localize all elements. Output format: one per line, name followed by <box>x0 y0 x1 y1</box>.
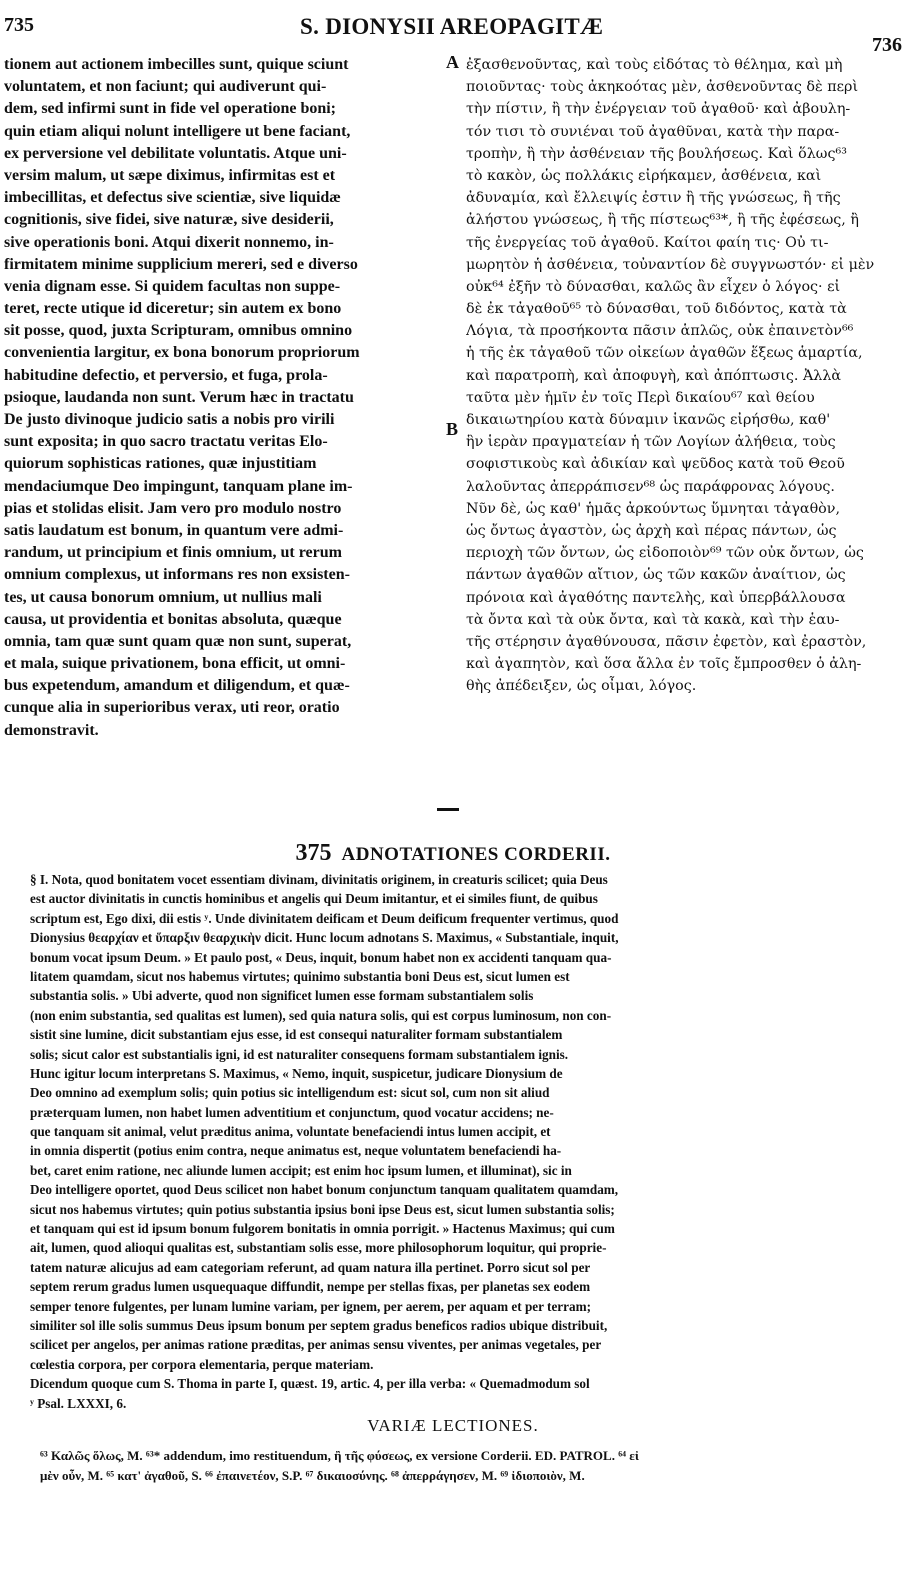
greek-text-line: περιοχὴ τῶν ὄντων, ὡς εἰδοποιὸν⁶⁹ τῶν οὐκ ὄντων, ὡς <box>466 545 864 562</box>
greek-text-line: πρόνοια καὶ ἀγαθότης παντελὴς, καὶ ὑπερβάλλουσα <box>466 589 846 606</box>
greek-text-line: ἀλήστου γνώσεως, ἢ τῆς πίστεως⁶³*, ἢ τῆς ἐφέσεως, ἢ <box>466 212 859 229</box>
annotation-line: et tanquam qui est id ipsum bonum fulgorem bonitatis in omnia porrigit. » Hactenus Maximus; qui cum <box>30 1221 615 1237</box>
annotation-line: sistit sine lumine, dicit substantiam ejus esse, id est consequi naturaliter formam substantialem <box>30 1027 563 1043</box>
latin-text-line: cognitionis, sive fidei, sive naturæ, sive desiderii, <box>4 211 334 229</box>
latin-text-line: habitudine defectio, et perversio, et fuga, prola- <box>4 366 328 384</box>
latin-text-line: versim malum, ut sæpe diximus, infirmitas est et <box>4 166 336 184</box>
notes-heading-title: ADNOTATIONES CORDERII. <box>341 844 611 865</box>
greek-text-line: δὲ ἐκ τἀγαθοῦ⁶⁵ τὸ δύνασθαι, τοῦ διδόντος, κατὰ τὰ <box>466 301 847 318</box>
annotation-line: in omnia dispertit (potius enim contra, neque animatus est, neque voluntatem benefaciendi ha- <box>30 1143 562 1159</box>
greek-text-line: Λόγια, τὰ προσήκοντα πᾶσιν ἁπλῶς, οὐκ ἐπαινετὸν⁶⁶ <box>466 323 854 340</box>
greek-text-line: ἀδυναμία, καὶ ἔλλειψίς ἐστιν ἢ τῆς γνώσεως, ἢ τῆς <box>466 190 841 207</box>
variae-lectiones-heading: VARIÆ LECTIONES. <box>367 1416 539 1435</box>
latin-text-line: venia dignam esse. Si quidem facultas non suppe- <box>4 277 341 295</box>
greek-text-line: λαλοῦντας ἀπερράπισεν⁶⁸ ὡς παράφρονας λόγους. <box>466 478 835 495</box>
latin-text-line: sunt exposita; in quo sacro tractatu veritas Elo- <box>4 433 328 451</box>
latin-text-line: randum, ut principium et finis omnium, ut rerum <box>4 544 342 562</box>
greek-text-line: τῆς στέρησιν ἀγαθύνουσα, πᾶσιν ἐφετὸν, καὶ ἐραστὸν, <box>466 633 867 650</box>
annotation-line: Deo intelligere oportet, quod Deus scilicet non habet bonum conjunctum tanquam qualitatem quamdam, <box>30 1182 619 1198</box>
notes-heading-number: 375 <box>295 840 332 866</box>
latin-text-line: cunque alia in superioribus verax, uti reor, oratio <box>4 699 340 717</box>
greek-text-line: πάντων ἀγαθῶν αἴτιον, ὡς τῶν κακῶν ἀναίτιον, ὡς <box>466 567 846 584</box>
latin-text-line: et mala, suique privationem, bona efficit, ut omni- <box>4 655 346 673</box>
annotation-line: Dionysius θεαρχίαν et ὕπαρξιν θεαρχικὴν dicit. Hunc locum adnotans S. Maximus, « Substantiale, inquit, <box>30 930 619 946</box>
annotation-line: est auctor divinitatis in cunctis hominibus et angelis qui Deum imitantur, et ei similes fiunt, de quibus <box>30 891 598 907</box>
annotation-line: similiter sol ille solis summus Deus ipsum bonum per septem gradus beneficos radios ubique distribuit, <box>30 1317 608 1333</box>
latin-text-line: voluntatem, et non faciunt; qui audiverunt qui- <box>4 78 327 96</box>
latin-text-line: teret, recte utique id diceretur; sin autem ex bono <box>4 300 342 318</box>
greek-text-line: ἣν ἱερὰν πραγματείαν ἡ τῶν Λογίων ἀλήθεια, τοὺς <box>466 434 836 451</box>
greek-text-line: δικαιωτηρίου κατὰ δύναμιν ἱκανῶς εἰρήσθω, καθ' <box>466 412 831 428</box>
latin-text-line: satis laudatum est bonum, in quantum vere admi- <box>4 521 344 539</box>
greek-text-line: σοφιστικοὺς καὶ ἀδικίαν καὶ ψεῦδος κατὰ τοῦ Θεοῦ <box>466 456 845 473</box>
latin-text-line: tionem aut actionem imbecilles sunt, quique sciunt <box>4 56 349 73</box>
annotation-line: bet, caret enim ratione, nec aliunde lumen accipit; est enim hoc ipsum lumen, et illuminat), sic in <box>30 1162 572 1178</box>
notes-heading <box>0 840 906 867</box>
greek-text-line: ἐξασθενοῦντας, καὶ τοὺς εἰδότας τὸ θέλημα, καὶ μὴ <box>466 57 843 73</box>
latin-text-line: tes, ut causa bonorum omnium, ut nullius mali <box>4 588 322 606</box>
greek-text-line: τὴν πίστιν, ἢ τὴν ἐνέργειαν τοῦ ἀγαθοῦ· καὶ ἀβουλη- <box>466 101 851 118</box>
greek-column <box>466 54 882 697</box>
greek-text-line: Νῦν δὲ, ὡς καθ' ἡμᾶς ἀρκούντως ὕμνηται τἀγαθὸν, <box>466 500 841 517</box>
latin-text-line: imbecillitas, et defectus sive scientiæ, sive liquidæ <box>4 189 341 207</box>
annotation-line: scilicet per angelos, per animas ratione præditas, per animas sensu viventes, per animas vegetales, per <box>30 1337 602 1353</box>
annotation-line: præterquam lumen, non habet lumen adventitium et conjunctum, quod vocatur accidens; ne- <box>30 1104 554 1120</box>
greek-text-line: μωρητὸν ἡ ἀσθένεια, τοὐναντίον δὲ συγγνωστόν· εἰ μὲν <box>466 256 875 273</box>
annotation-line: solis; sicut calor est substantialis igni, id est naturaliter consequens formam substantialem ignis. <box>30 1046 569 1062</box>
latin-text-line: quiorum sophisticas rationes, quæ injustitiam <box>4 455 317 473</box>
latin-text-line: sive operationis boni. Atqui dixerit nonnemo, in- <box>4 233 334 251</box>
annotation-line: sicut nos habemus virtutes; quin potius substantia ipsius boni ipse Deus est, sicut lumen substantia solis; <box>30 1201 615 1217</box>
greek-text-line: τροπὴν, ἢ τὴν ἀσθένειαν τῆς βουλήσεως. Καὶ ὅλως⁶³ <box>466 145 847 162</box>
greek-text-line: ἡ τῆς ἐκ τἀγαθοῦ τῶν οἰκείων ἀγαθῶν ἕξεως ἁμαρτία, <box>466 345 863 362</box>
latin-text-line: mendaciumque Deo impingunt, tanquam plane im- <box>4 477 353 495</box>
greek-text-line: καὶ παρατροπὴ, καὶ ἀποφυγὴ, καὶ ἀπόπτωσις. Ἀλλὰ <box>466 367 842 384</box>
section-divider <box>437 808 459 811</box>
latin-text-line: omnium complexus, ut informans res non exsisten- <box>4 566 350 584</box>
greek-text-line: ὡς ὄντως ἀγαστὸν, ὡς ἀρχὴ καὶ πέρας πάντων, ὡς <box>466 522 837 539</box>
variant-reading-line: ⁶³ Καλῶς ὅλως, M. ⁶³* addendum, imo restituendum, ἢ τῆς φύσεως, ex versione Corderii. ED. PATROL. ⁶⁴ εἰ <box>40 1448 639 1463</box>
annotation-line: tatem naturæ alicujus ad eam categoriam referunt, ad quam natura illa pertinet. Porro sicut sol per <box>30 1259 591 1275</box>
variant-reading-line: μὲν οὖν, M. ⁶⁵ κατ' ἀγαθοῦ, S. ⁶⁶ ἐπαινετέον, S.P. ⁶⁷ δικαιοσύνης. ⁶⁸ ἀπερράγησεν, M. ⁶⁹ ἰδιοποιὸν, M. <box>40 1468 585 1483</box>
left-page-number: 735 <box>4 14 34 36</box>
latin-text-line: sit posse, quod, juxta Scripturam, omnibus omnino <box>4 322 353 340</box>
latin-text-line: quin etiam aliqui nolunt intelligere ut bene faciant, <box>4 122 351 140</box>
annotation-line: semper tenore fulgentes, per lunam lumine variam, per ignem, per aerem, per aquam et per terram; <box>30 1298 591 1314</box>
greek-text-line: ταῦτα μὲν ἡμῖν ἐν τοῖς Περὶ δικαίου⁶⁷ καὶ θείου <box>466 389 815 406</box>
greek-text-line: καὶ ἀγαπητὸν, καὶ ὅσα ἄλλα ἐν τοῖς ἔμπροσθεν ὁ ἀλη- <box>466 656 862 673</box>
latin-column <box>4 54 438 742</box>
annotation-line: litatem quamdam, sicut nos habemus virtutes; quinimo substantia boni Deus est, sicut lumen est <box>30 968 570 984</box>
greek-text-line: ποιοῦντας· τοὺς ἀκηκοότας μὲν, ἀσθενοῦντας δὲ περὶ <box>466 79 859 96</box>
annotation-line: bonum vocat ipsum Deum. » Et paulo post, « Deus, inquit, bonum habet non ex accidenti tanquam qua- <box>30 949 612 965</box>
right-page-number: 736 <box>872 34 902 56</box>
greek-text-line: τὸ κακὸν, ὡς πολλάκις εἰρήκαμεν, ἀσθένεια, καὶ <box>466 167 822 184</box>
latin-text-line: convenientia largitur, ex bona bonorum propriorum <box>4 344 360 362</box>
annotation-line: cœlestia corpora, per corpora elementaria, perque materiam. <box>30 1356 374 1372</box>
latin-text-line: demonstravit. <box>4 721 99 739</box>
annotation-line: septem rerum gradus lumen usquequaque diffundit, nempe per stellas fixas, per planetas sex eodem <box>30 1279 591 1295</box>
latin-text-line: dem, sed infirmi sunt in fide vel operatione boni; <box>4 100 337 118</box>
running-title: S. DIONYSII AREOPAGITÆ <box>300 14 604 39</box>
latin-text-line: bus expetendum, amandum et diligendum, et quæ- <box>4 677 350 695</box>
annotation-line: Dicendum quoque cum S. Thoma in parte I, quæst. 19, artic. 4, per illa verba: « Quemadmodum sol <box>30 1376 590 1392</box>
greek-text-line: τὰ ὄντα καὶ τὰ οὐκ ὄντα, καὶ τὰ κακὰ, καὶ τὴν ἑαυ- <box>466 611 840 628</box>
annotation-line: Hunc igitur locum interpretans S. Maximus, « Nemo, inquit, suspicetur, judicare Dionysium de <box>30 1065 563 1081</box>
latin-text-line: De justo divinoque judicio satis a nobis pro virili <box>4 411 335 428</box>
latin-text-line: firmitatem minime supplicium mereri, sed e diverso <box>4 255 358 273</box>
variae-lectiones-block <box>40 1446 880 1486</box>
annotation-line: § I. Nota, quod bonitatem vocet essentiam divinam, divinitatis originem, in creaturis scilicet; quia Deus <box>30 872 608 887</box>
latin-text-line: psioque, laudanda non sunt. Verum hæc in tractatu <box>4 388 354 406</box>
margin-letter-b: B <box>446 419 459 439</box>
annotation-line: ʸ Psal. LXXXI, 6. <box>30 1395 127 1411</box>
greek-text-line: τόν τισι τὸ συνιέναι τοῦ ἀγαθῦναι, κατὰ τὴν παρα- <box>466 123 840 140</box>
annotation-line: scriptum est, Ego dixi, dii estis ʸ. Unde divinitatem deificam et Deum deificum frequenter vertimus, quod <box>30 910 619 926</box>
page-header <box>0 6 906 56</box>
latin-text-line: ex perversione vel debilitate voluntatis. Atque uni- <box>4 144 347 162</box>
latin-text-line: omnia, tam quæ sunt quam quæ non sunt, superat, <box>4 632 352 650</box>
annotation-line: ait, lumen, quod alioqui qualitas est, substantiam solis esse, more philosophorum loquitur, qui proprie- <box>30 1240 607 1256</box>
margin-letter-a: A <box>446 52 459 72</box>
annotations-block <box>30 870 882 1413</box>
annotation-line: substantia solis. » Ubi adverte, quod non significet lumen esse formam substantialem solis <box>30 988 534 1004</box>
latin-text-line: causa, ut providentia et bonitas absoluta, quæque <box>4 610 342 628</box>
annotation-line: (non enim substantia, sed qualitas est lumen), sed quia natura solis, qui est corpus luminosum, non con- <box>30 1007 612 1023</box>
greek-text-line: οὐκ⁶⁴ ἐξῆν τὸ δύνασθαι, καλῶς ἂν εἶχεν ὁ λόγος· εἰ <box>466 278 841 295</box>
greek-text-line: τῆς ἐνεργείας τοῦ ἀγαθοῦ. Καίτοι φαίη τις· Οὐ τι- <box>466 234 829 251</box>
annotation-line: que tanquam sit animal, velut præditus anima, voluntate benefaciendi intus lumen accipit, et <box>30 1124 551 1140</box>
latin-text-line: pias et stolidas elisit. Jam vero pro modulo nostro <box>4 499 342 517</box>
greek-text-line: θὴς ἀπέδειξεν, ὡς οἶμαι, λόγος. <box>466 678 697 695</box>
annotation-line: Deo omnino ad exemplum solis; quin potius sic intelligendum est: sicut sol, cum non sit aliud <box>30 1085 550 1101</box>
